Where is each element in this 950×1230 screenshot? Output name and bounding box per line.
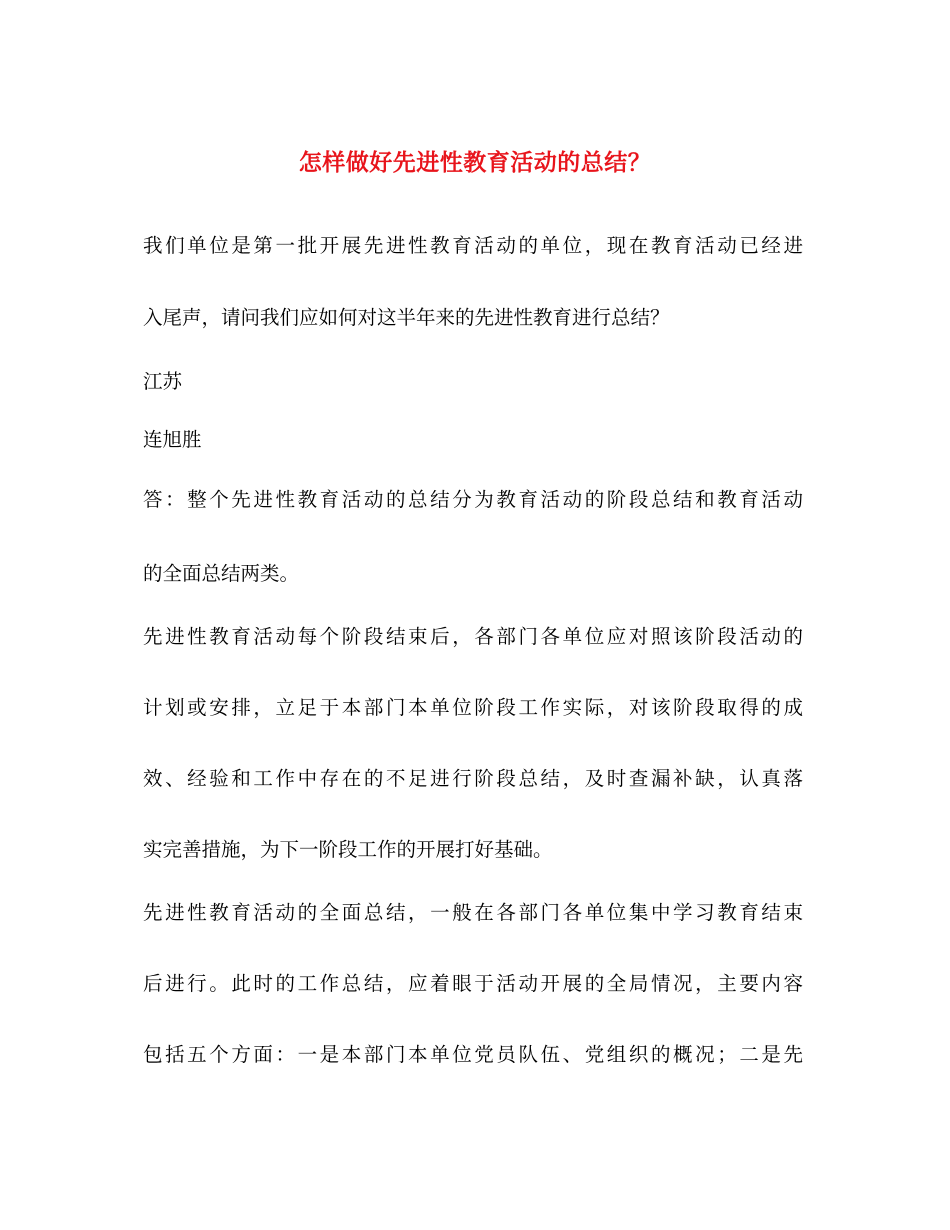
body-line: 答：整个先进性教育活动的总结分为教育活动的阶段总结和教育活动	[143, 488, 803, 511]
body-line: 江苏	[143, 370, 183, 393]
body-line: 入尾声，请问我们应如何对这半年来的先进性教育进行总结？	[143, 306, 670, 329]
body-line: 我们单位是第一批开展先进性教育活动的单位，现在教育活动已经进	[143, 234, 803, 257]
body-line: 先进性教育活动每个阶段结束后，各部门各单位应对照该阶段活动的	[143, 625, 803, 648]
body-line: 的全面总结两类。	[143, 562, 300, 585]
body-line: 效、经验和工作中存在的不足进行阶段总结，及时查漏补缺，认真落	[143, 767, 803, 790]
document-title: 怎样做好先进性教育活动的总结？	[298, 149, 652, 176]
body-line: 计划或安排，立足于本部门本单位阶段工作实际，对该阶段取得的成	[143, 696, 803, 719]
body-line: 连旭胜	[143, 428, 202, 451]
body-line: 包括五个方面：一是本部门本单位党员队伍、党组织的概况；二是先	[143, 1043, 803, 1066]
body-line: 实完善措施，为下一阶段工作的开展打好基础。	[143, 838, 553, 861]
body-line: 先进性教育活动的全面总结，一般在各部门各单位集中学习教育结束	[143, 901, 803, 924]
body-line: 后进行。此时的工作总结，应着眼于活动开展的全局情况，主要内容	[143, 972, 803, 995]
